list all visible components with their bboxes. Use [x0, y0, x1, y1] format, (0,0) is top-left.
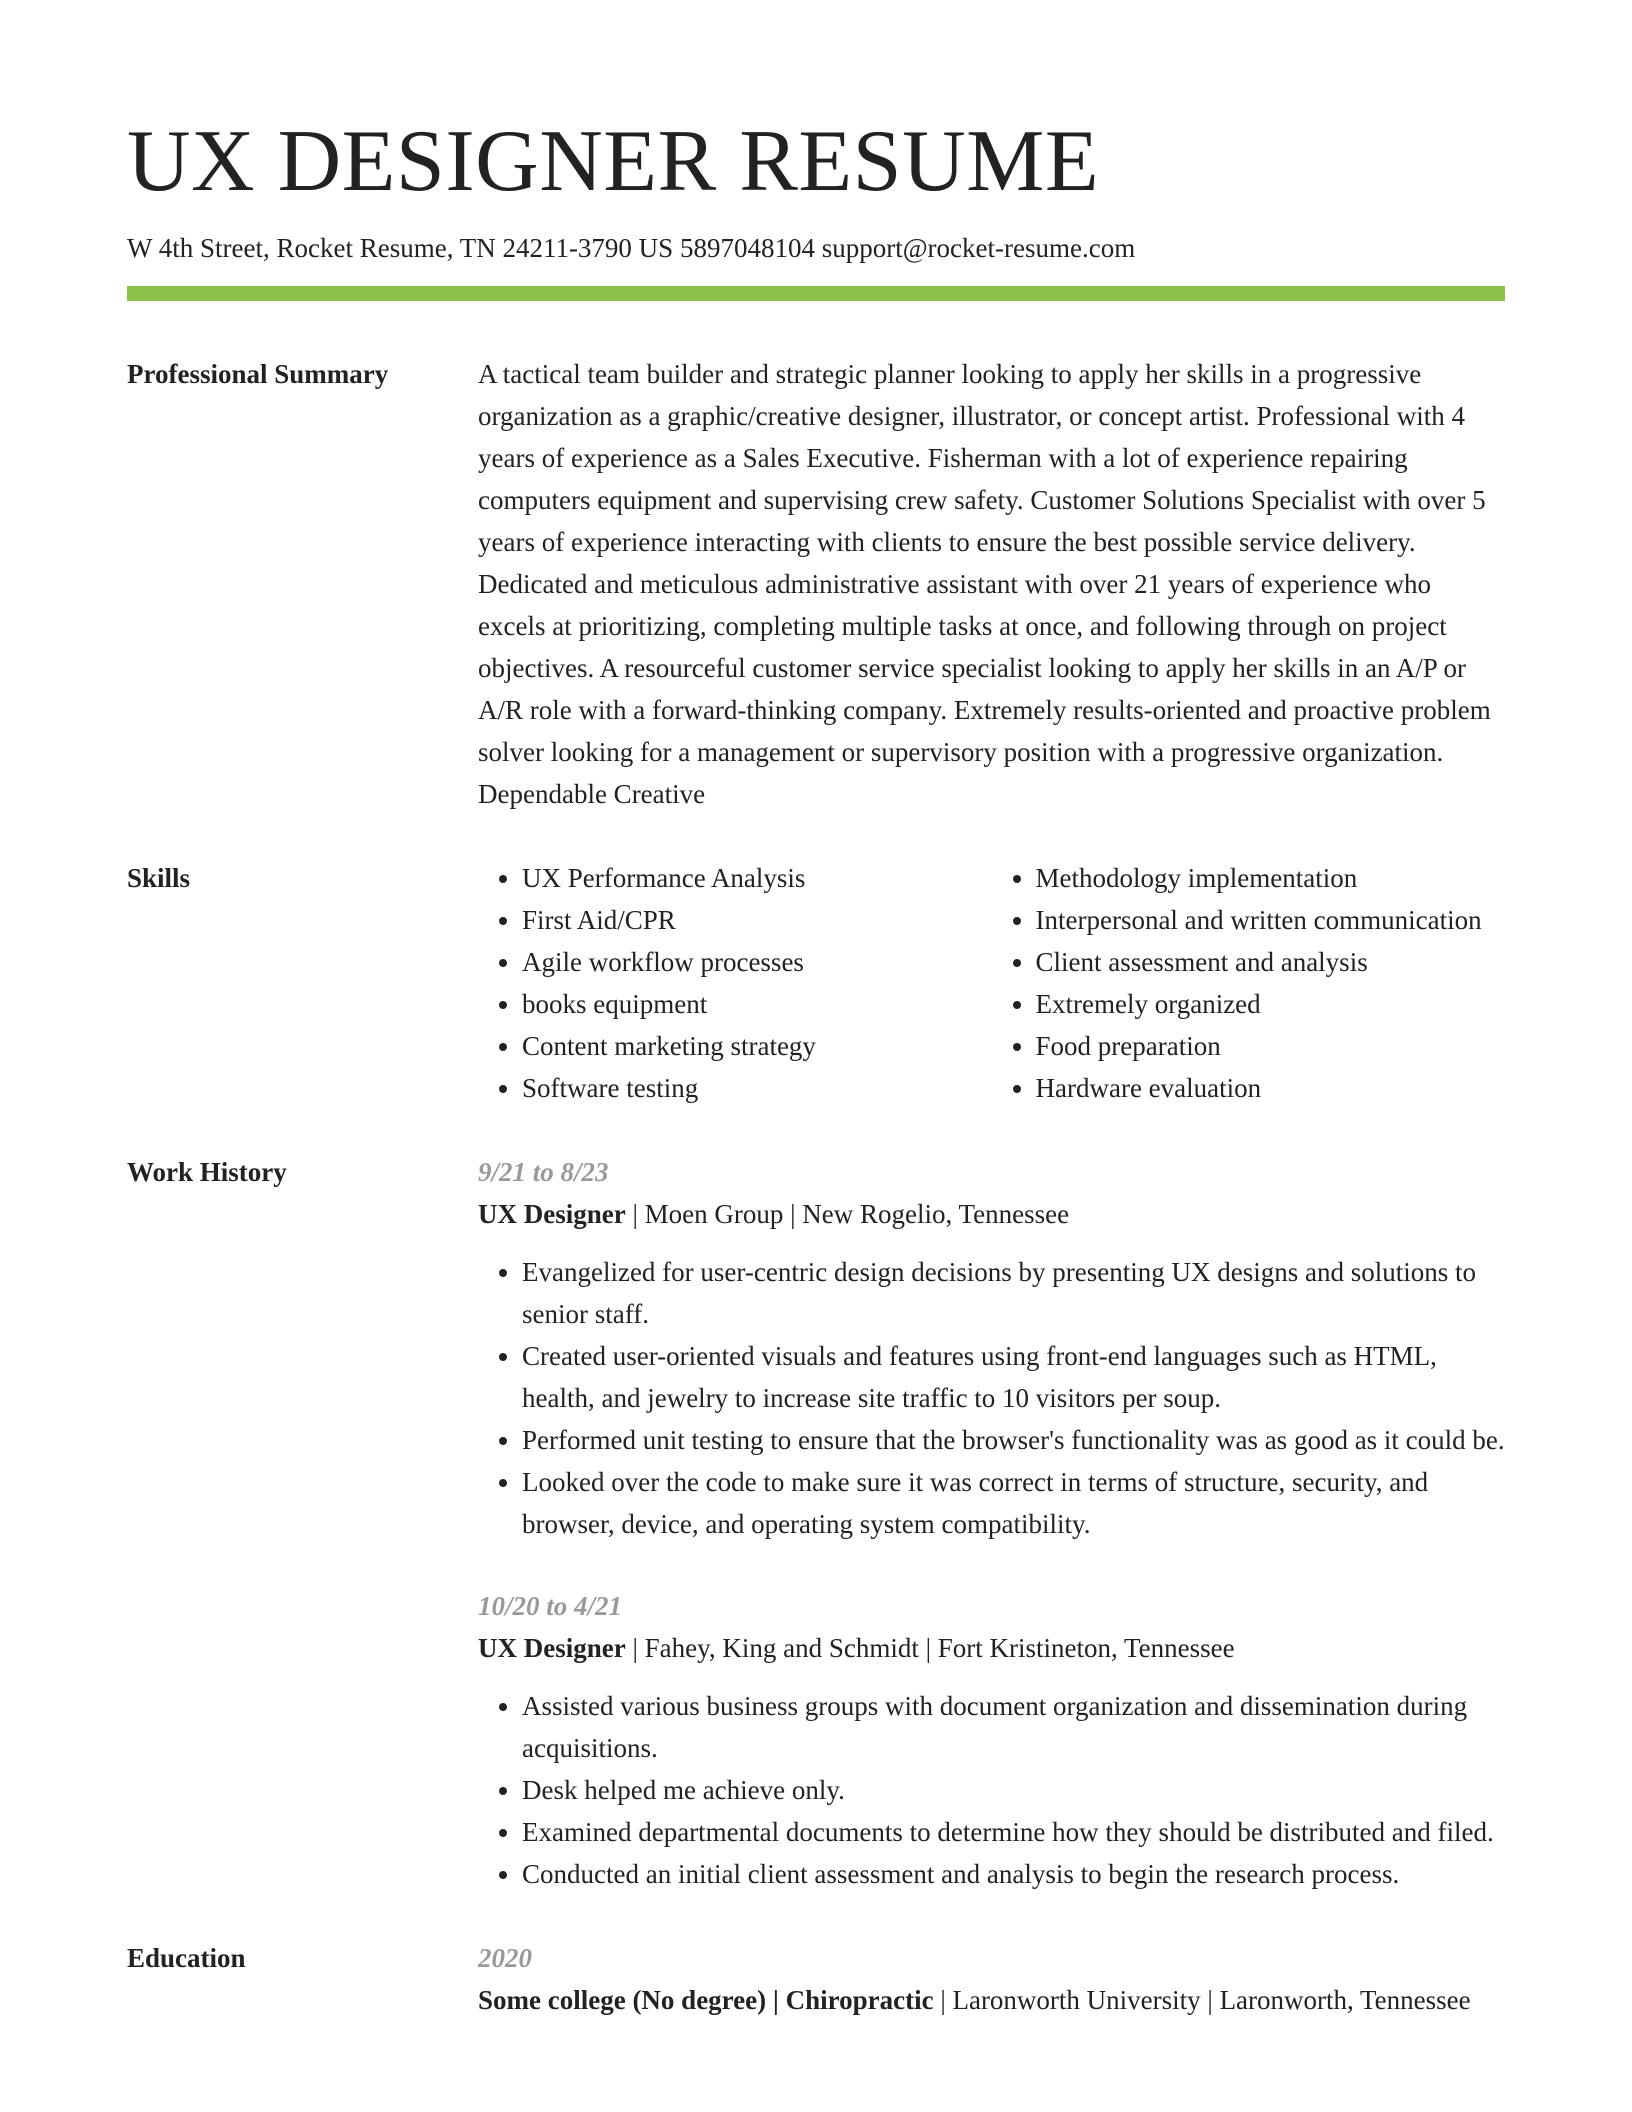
- skill-item: • Hardware evaluation: [1036, 1067, 1506, 1109]
- education-year: 2020: [478, 1943, 532, 1974]
- skill-item: • Methodology implementation: [1036, 857, 1506, 899]
- contact-info: W 4th Street, Rocket Resume, TN 24211-3790 US 5897048104 support@rocket-resume.com: [127, 233, 1136, 263]
- job-title: UX Designer: [478, 1633, 626, 1664]
- job-heading: [478, 1627, 1505, 1669]
- summary-label: Professional Summary: [127, 359, 389, 390]
- education-label: Education: [127, 1943, 246, 1974]
- skill-item: • Extremely organized: [1036, 983, 1506, 1025]
- skill-item: • UX Performance Analysis: [522, 857, 992, 899]
- job-bullet: • Conducted an initial client assessment and analysis to begin the research process.: [522, 1853, 1505, 1895]
- job-bullet: • Performed unit testing to ensure that the browser's functionality was as good as it could be.: [522, 1419, 1505, 1461]
- accent-divider: [127, 286, 1505, 301]
- skill-item: • Software testing: [522, 1067, 992, 1109]
- job-bullet: • Evangelized for user-centric design decisions by presenting UX designs and solutions to senior staff.: [522, 1251, 1505, 1335]
- job-bullets: [478, 1685, 1505, 1895]
- job-details: | Moen Group | New Rogelio, Tennessee: [625, 1199, 1070, 1230]
- job-dates: 10/20 to 4/21: [478, 1591, 623, 1622]
- education-degree: Some college (No degree) | Chiropractic: [478, 1985, 934, 2016]
- job-bullet: • Created user-oriented visuals and features using front-end languages such as HTML, health, and jewelry to increase site traffic to 10 visitors per soup.: [522, 1335, 1505, 1419]
- skills-section: [127, 857, 1505, 1109]
- job-details: | Fahey, King and Schmidt | Fort Kristineton, Tennessee: [625, 1633, 1235, 1664]
- job-heading: [478, 1193, 1505, 1235]
- education-section: [127, 1937, 1505, 2021]
- job-bullet: • Examined departmental documents to determine how they should be distributed and filed.: [522, 1811, 1505, 1853]
- job-bullet: • Desk helped me achieve only.: [522, 1769, 1505, 1811]
- job-entry: [478, 1151, 1505, 1545]
- skill-item: • books equipment: [522, 983, 992, 1025]
- skills-label: Skills: [127, 863, 191, 894]
- skills-list-right: [992, 857, 1506, 1109]
- job-bullet: • Looked over the code to make sure it was correct in terms of structure, security, and browser, device, and operating system compatibility.: [522, 1461, 1505, 1545]
- job-dates: 9/21 to 8/23: [478, 1157, 609, 1188]
- skills-list-left: [478, 857, 992, 1109]
- skill-item: • Agile workflow processes: [522, 941, 992, 983]
- skill-item: • Client assessment and analysis: [1036, 941, 1506, 983]
- job-title: UX Designer: [478, 1199, 626, 1230]
- skill-item: • Food preparation: [1036, 1025, 1506, 1067]
- skill-item: • Interpersonal and written communication: [1036, 899, 1506, 941]
- education-heading: [478, 1979, 1505, 2021]
- work-history-section: [127, 1151, 1505, 1895]
- job-bullets: [478, 1251, 1505, 1545]
- skill-item: • First Aid/CPR: [522, 899, 992, 941]
- education-details: | Laronworth University | Laronworth, Tennessee: [933, 1985, 1471, 2016]
- skill-item: • Content marketing strategy: [522, 1025, 992, 1067]
- work-history-label: Work History: [127, 1157, 287, 1188]
- job-entry: [478, 1585, 1505, 1895]
- resume-title: UX DESIGNER RESUME: [127, 113, 1100, 210]
- summary-text: A tactical team builder and strategic planner looking to apply her skills in a progressive organization as a graphic/creative designer, illustrator, or concept artist. Professional with 4 years of experience as a Sales Executive. Fisherman with a lot of experience repairing computers equipment and supervising crew safety. Customer Solutions Specialist with over 5 years of experience interacting with clients to ensure the best possible service delivery. Dedicated and meticulous administrative assistant with over 21 years of experience who excels at prioritizing, completing multiple tasks at once, and following through on project objectives. A resourceful customer service specialist looking to apply her skills in an A/P or A/R role with a forward-thinking company. Extremely results-oriented and proactive problem solver looking for a management or supervisory position with a progressive organization. Dependable Creative: [478, 359, 1491, 810]
- summary-section: [127, 353, 1505, 815]
- job-bullet: • Assisted various business groups with document organization and dissemination during acquisitions.: [522, 1685, 1505, 1769]
